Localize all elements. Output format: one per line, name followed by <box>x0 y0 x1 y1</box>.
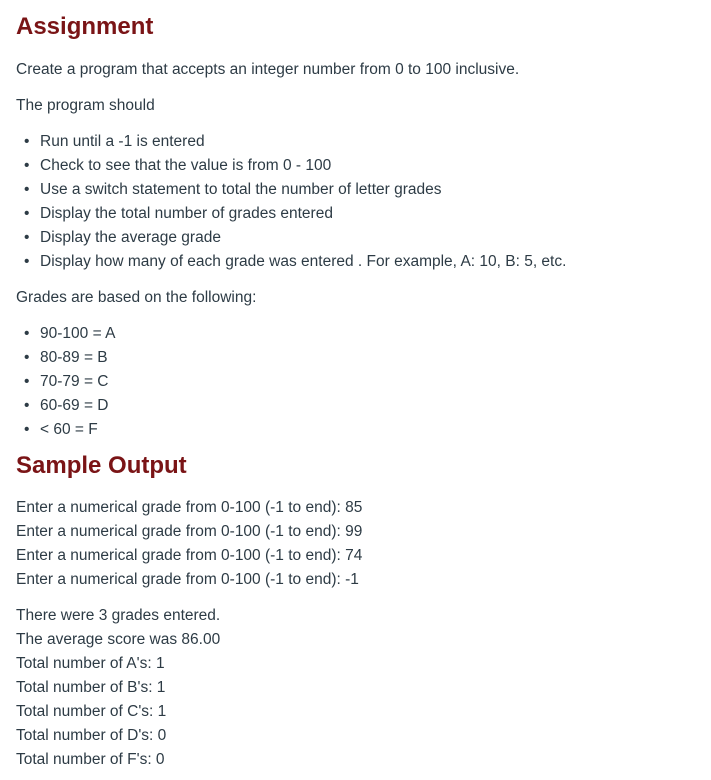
sample-prompts <box>16 498 362 594</box>
bullet-icon: • <box>24 349 30 366</box>
bullet-icon: • <box>24 181 30 198</box>
requirements-list <box>16 132 566 276</box>
list-item: • Use a switch statement to total the number of letter grades <box>24 181 442 198</box>
bullet-icon: • <box>24 325 30 342</box>
bullet-icon: • <box>24 373 30 390</box>
result-line: Total number of C's: 1 <box>16 703 167 720</box>
assignment-intro: Create a program that accepts an integer number from 0 to 100 inclusive. <box>16 61 520 78</box>
bullet-icon: • <box>24 421 30 438</box>
prompt-line: Enter a numerical grade from 0-100 (-1 to end): -1 <box>16 571 359 588</box>
assignment-heading: Assignment <box>16 13 154 40</box>
bullet-icon: • <box>24 253 30 270</box>
result-line: Total number of A's: 1 <box>16 655 165 672</box>
list-item: • Check to see that the value is from 0 - 100 <box>24 157 332 174</box>
bullet-icon: • <box>24 205 30 222</box>
sample-results <box>16 606 220 774</box>
bullet-icon: • <box>24 397 30 414</box>
list-item: • < 60 = F <box>24 421 98 438</box>
bullet-icon: • <box>24 157 30 174</box>
result-line: Total number of B's: 1 <box>16 679 166 696</box>
list-item: • Display the total number of grades entered <box>24 205 333 222</box>
grades-intro: Grades are based on the following: <box>16 289 257 306</box>
sample-output-heading: Sample Output <box>16 452 187 479</box>
grade-scale-list <box>16 324 115 444</box>
result-line: Total number of D's: 0 <box>16 727 167 744</box>
result-line: Total number of F's: 0 <box>16 751 165 768</box>
program-should-label: The program should <box>16 97 155 114</box>
list-item: • Display the average grade <box>24 229 221 246</box>
list-item: • 60-69 = D <box>24 397 109 414</box>
list-item: • 90-100 = A <box>24 325 116 342</box>
bullet-icon: • <box>24 133 30 150</box>
list-item: • 80-89 = B <box>24 349 108 366</box>
list-item: • Display how many of each grade was entered . For example, A: 10, B: 5, etc. <box>24 253 567 270</box>
list-item: • Run until a -1 is entered <box>24 133 205 150</box>
prompt-line: Enter a numerical grade from 0-100 (-1 to end): 85 <box>16 499 363 516</box>
prompt-line: Enter a numerical grade from 0-100 (-1 to end): 74 <box>16 547 363 564</box>
list-item: • 70-79 = C <box>24 373 109 390</box>
result-line: The average score was 86.00 <box>16 631 221 648</box>
prompt-line: Enter a numerical grade from 0-100 (-1 to end): 99 <box>16 523 363 540</box>
bullet-icon: • <box>24 229 30 246</box>
result-line: There were 3 grades entered. <box>16 607 221 624</box>
